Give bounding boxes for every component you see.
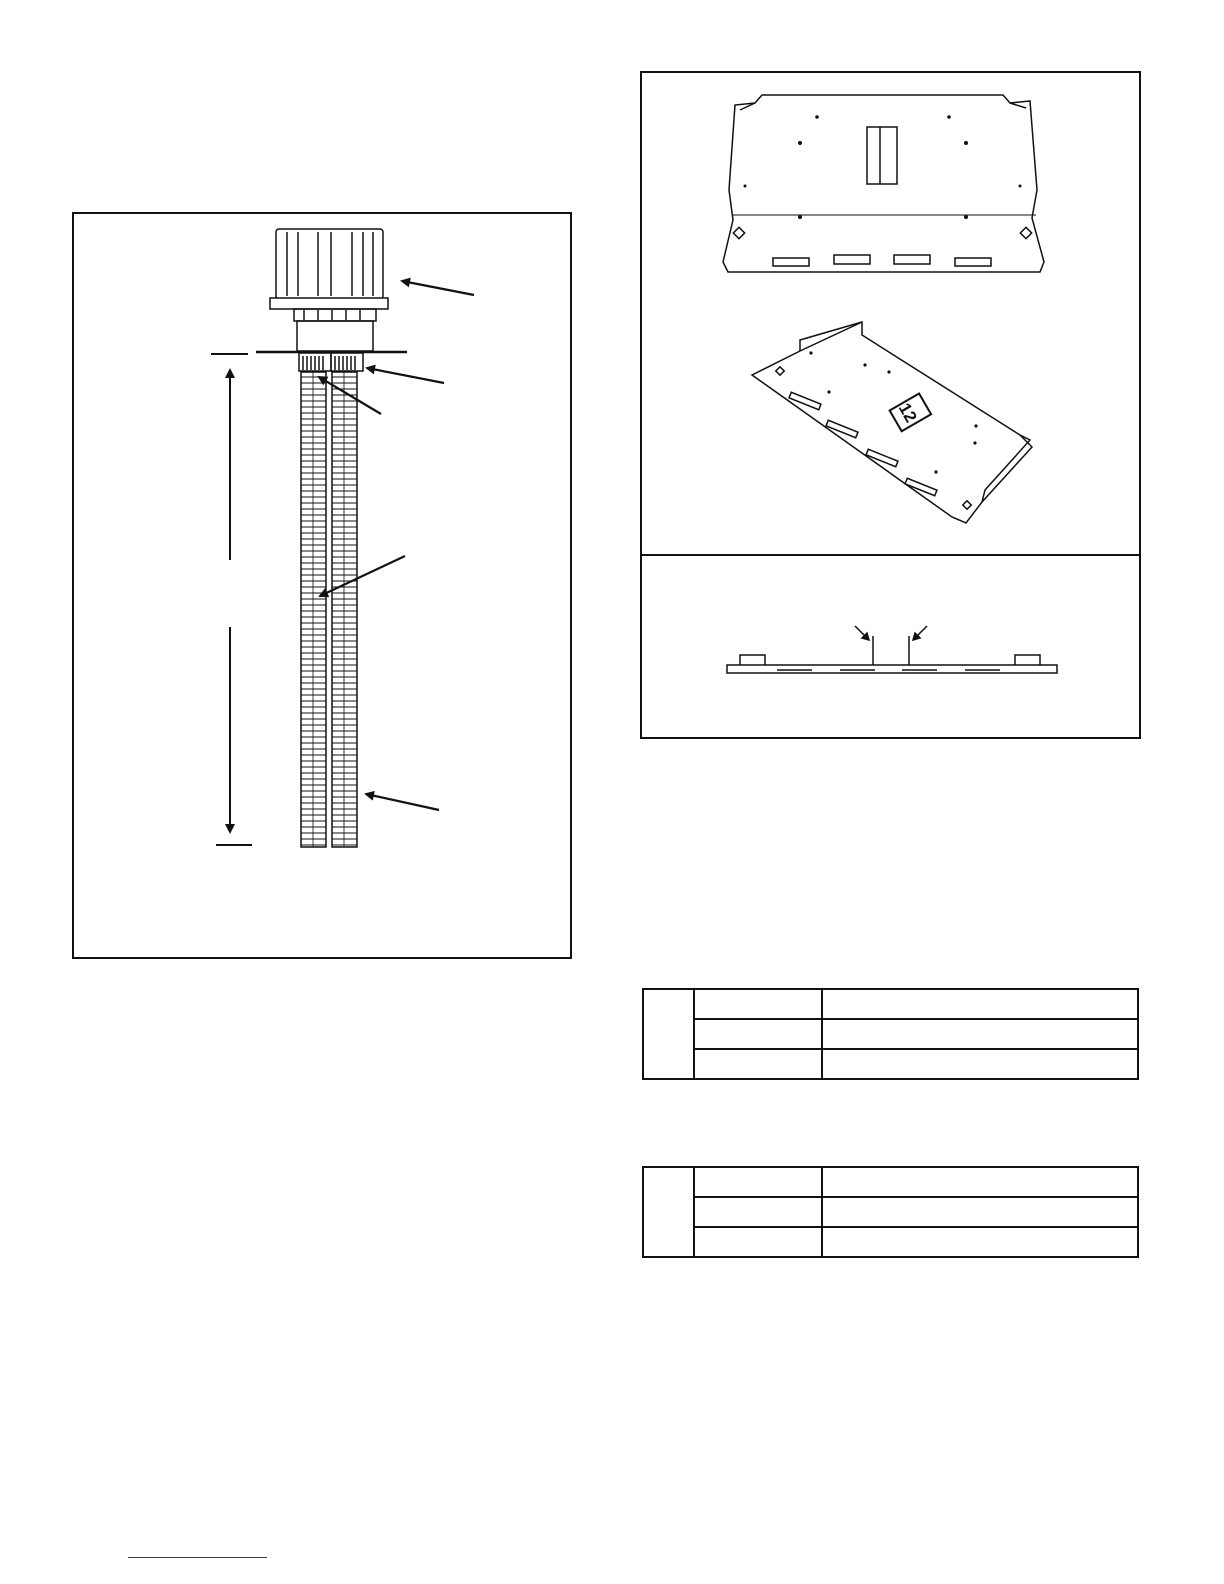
footer-link-underline[interactable] — [128, 1557, 267, 1558]
spec-table-2 — [642, 1166, 1139, 1258]
table-cell — [694, 1197, 822, 1227]
table-cell — [694, 1167, 822, 1197]
spec-table-1 — [642, 988, 1139, 1080]
table-row — [643, 989, 1138, 1019]
table-cell — [643, 1167, 694, 1257]
table-row — [643, 1227, 1138, 1257]
table-cell — [694, 1227, 822, 1257]
table-row — [643, 1167, 1138, 1197]
table-cell — [822, 1019, 1138, 1049]
table-row — [643, 1049, 1138, 1079]
table-cell — [694, 1019, 822, 1049]
table-cell — [822, 1049, 1138, 1079]
table-cell — [822, 989, 1138, 1019]
plate-holes — [744, 115, 1022, 219]
plate-iso-holes — [809, 351, 977, 473]
plate-number-label: 12 — [894, 399, 921, 426]
table-cell — [694, 989, 822, 1019]
table-cell — [694, 1049, 822, 1079]
plate-side-view — [727, 626, 1057, 673]
table-row — [643, 1019, 1138, 1049]
table-cell — [822, 1167, 1138, 1197]
table-cell — [822, 1197, 1138, 1227]
plate-top-view — [723, 95, 1044, 272]
table-cell — [643, 989, 694, 1079]
table-cell — [822, 1227, 1138, 1257]
table-row — [643, 1197, 1138, 1227]
plate-isometric-view — [752, 322, 1032, 523]
